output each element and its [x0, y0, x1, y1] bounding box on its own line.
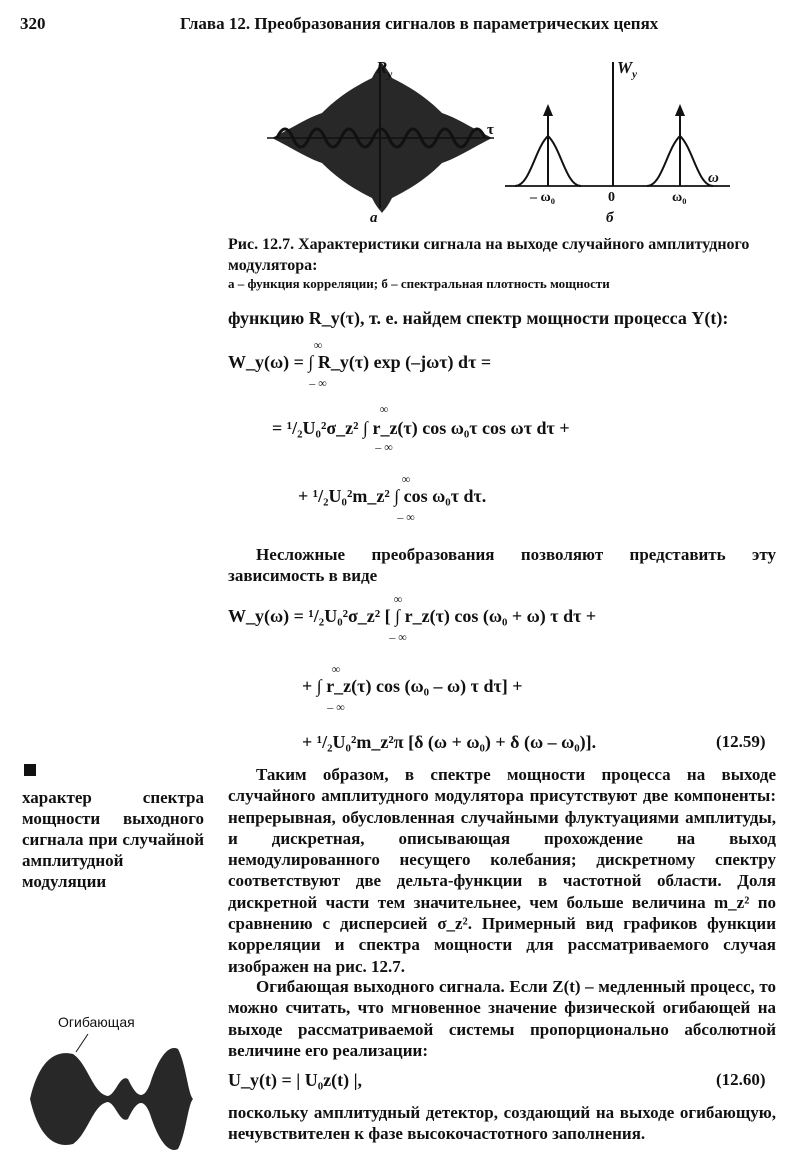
- limit-lower: – ∞: [375, 440, 393, 454]
- tick-neg-omega0: – ω₀: [530, 190, 555, 205]
- limit-upper: ∞: [379, 402, 389, 416]
- figure-panel-a: [262, 58, 502, 228]
- equation-2-line-3: + ¹/₂U₀²m_z²π [δ (ω + ω₀) + δ (ω – ω₀)].: [302, 732, 597, 752]
- intro-line: функцию R_y(τ), т. е. найдем спектр мощности процесса Y(t):: [228, 308, 729, 328]
- limit-upper: ∞: [313, 338, 323, 352]
- panel-label-a: а: [370, 210, 378, 226]
- panel-label-b: б: [606, 210, 614, 226]
- paragraph-spectrum-components: Таким образом, в спектре мощности процесса на выходе случайного амплитудного модулятора присутствуют две компоненты: непрерывная, обусловленная случайными флуктуациями амплитуды, и дискретная, описывающая прохождение на выход немодулированного несущего колебания; дискретному спектру соответствуют две дельта-функции в частотной области. Доля дискретной части тем значительнее, чем больше величина m_z² по сравнению с дисперсией σ_z². Примерный вид графиков функции корреляции и спектра мощности для рассматриваемого случая изображен на рис. 12.7.: [228, 765, 776, 976]
- figure-caption: Рис. 12.7. Характеристики сигнала на выходе случайного амплитудного модулятора:: [228, 236, 750, 274]
- figure-subcaption: а – функция корреляции; б – спектральная плотность мощности: [228, 276, 610, 291]
- page-number: 320: [20, 14, 46, 33]
- paragraph-envelope: [228, 976, 776, 1061]
- equation-1-line-2: = ¹/₂U₀²σ_z² ∫ r_z(τ) cos ω₀τ cos ωτ dτ +: [272, 418, 570, 438]
- margin-note: характер спектра мощности выходного сигнала при случайной амплитудной модуляции: [22, 788, 204, 891]
- axis-x-label-a: τ: [487, 122, 494, 138]
- limit-upper: ∞: [393, 592, 403, 606]
- figure-panel-b: [500, 58, 740, 228]
- envelope-label: Огибающая: [58, 1014, 135, 1030]
- equation-number-12-60: (12.60): [716, 1070, 766, 1089]
- equation-3: U_y(t) = | U₀z(t) |,: [228, 1070, 363, 1090]
- running-title: Глава 12. Преобразования сигналов в параметрических цепях: [180, 14, 659, 33]
- equation-number-12-59: (12.59): [716, 732, 766, 751]
- equation-1-line-3: + ¹/₂U₀²m_z² ∫ cos ω₀τ dτ.: [298, 486, 487, 506]
- limit-lower: – ∞: [397, 510, 415, 524]
- limit-lower: – ∞: [389, 630, 407, 644]
- axis-y-label-b: $W_y$: [617, 58, 638, 81]
- page-header: [20, 14, 780, 38]
- limit-lower: – ∞: [309, 376, 327, 390]
- margin-marker: [24, 764, 36, 776]
- envelope-figure: [28, 1014, 198, 1144]
- paragraph-envelope-body: Если Z(t) – медленный процесс, то можно считать, что мгновенное значение физической огибающей на выходе рассматриваемой системы пропорционально абсолютной величине его реализации:: [228, 977, 776, 1060]
- limit-upper: ∞: [401, 472, 411, 486]
- limit-lower: – ∞: [327, 700, 345, 714]
- paragraph-detector: поскольку амплитудный детектор, создающий на выходе огибающую, нечувствителен к фазе высокочастотного заполнения.: [228, 1103, 776, 1144]
- equation-2-line-2: + ∫ r_z(τ) cos (ω₀ – ω) τ dτ] +: [302, 676, 523, 696]
- axis-x-label-b: ω: [708, 170, 719, 186]
- tick-zero: 0: [608, 190, 615, 205]
- limit-upper: ∞: [331, 662, 341, 676]
- paragraph-transform: Несложные преобразования позволяют представить эту зависимость в виде: [228, 545, 776, 586]
- equation-1-line-1: W_y(ω) = ∫ R_y(τ) exp (–jωτ) dτ =: [228, 352, 492, 372]
- equation-2-line-1: W_y(ω) = ¹/₂U₀²σ_z² [ ∫ r_z(τ) cos (ω₀ + ω) τ dτ +: [228, 606, 597, 626]
- tick-pos-omega0: ω₀: [672, 190, 687, 205]
- axis-y-label-a: $R_y$: [376, 58, 393, 81]
- paragraph-envelope-heading: Огибающая выходного сигнала.: [256, 977, 505, 996]
